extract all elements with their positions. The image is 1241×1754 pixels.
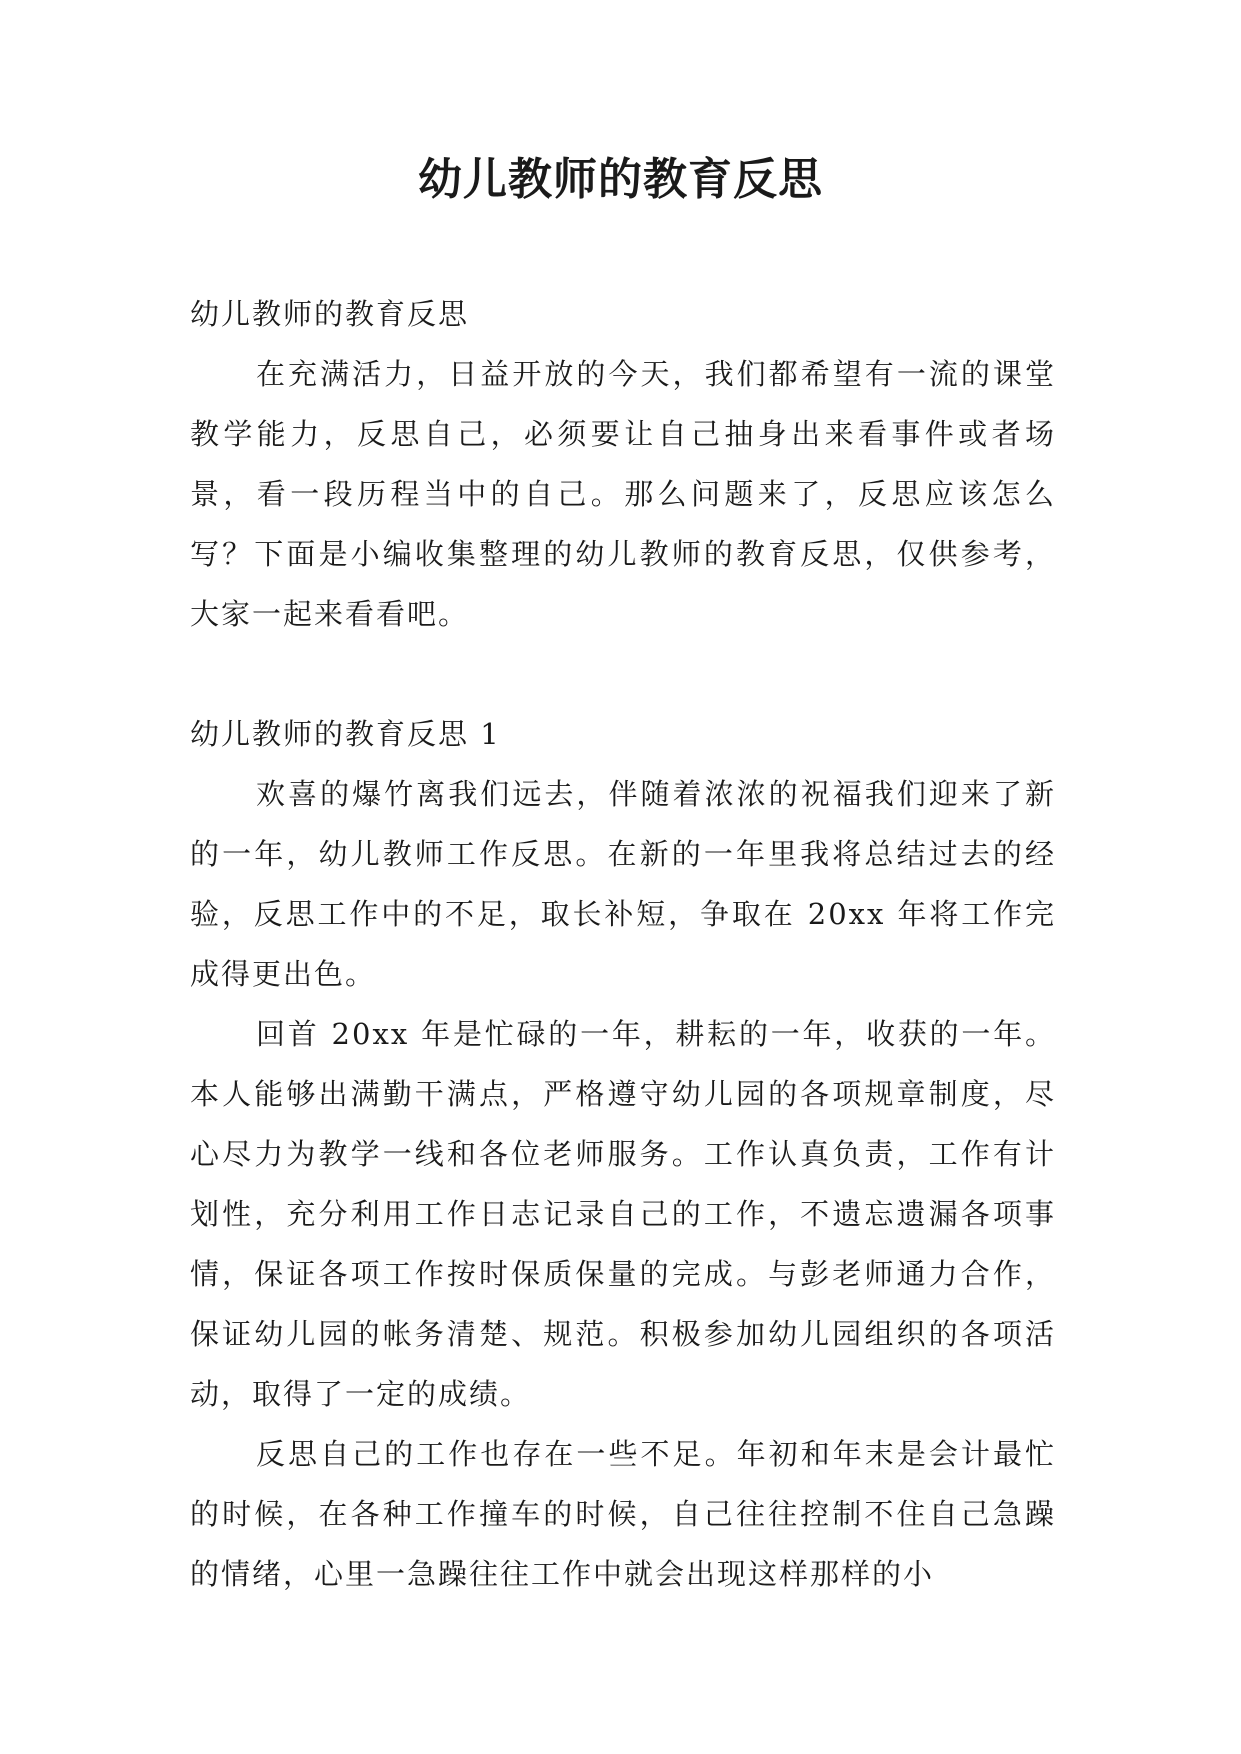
section-1-paragraph-1: 欢喜的爆竹离我们远去，伴随着浓浓的祝福我们迎来了新的一年，幼儿教师工作反思。在新的一年里我将总结过去的经验，反思工作中的不足，取长补短，争取在 20xx 年将工作完成得更出色。 bbox=[190, 777, 1056, 991]
section-1-heading: 幼儿教师的教育反思 1 bbox=[190, 717, 501, 751]
section-spacer bbox=[190, 644, 1056, 704]
document-body bbox=[190, 284, 1056, 1604]
section-1-paragraph-2: 回首 20xx 年是忙碌的一年，耕耘的一年，收获的一年。本人能够出满勤干满点，严格遵守幼儿园的各项规章制度，尽心尽力为教学一线和各位老师服务。工作认真负责，工作有计划性，充分利用工作日志记录自己的工作，不遗忘遗漏各项事情，保证各项工作按时保质保量的完成。与彭老师通力合作，保证幼儿园的帐务清楚、规范。积极参加幼儿园组织的各项活动，取得了一定的成绩。 bbox=[190, 1017, 1056, 1411]
document-title: 幼儿教师的教育反思 bbox=[418, 154, 823, 205]
section-1-paragraph-3: 反思自己的工作也存在一些不足。年初和年末是会计最忙的时候，在各种工作撞车的时候，自己往往控制不住自己急躁的情绪，心里一急躁往往工作中就会出现这样那样的小 bbox=[190, 1437, 1056, 1591]
intro-paragraph: 在充满活力，日益开放的今天，我们都希望有一流的课堂教学能力，反思自己，必须要让自己抽身出来看事件或者场景，看一段历程当中的自己。那么问题来了，反思应该怎么写？下面是小编收集整理的幼儿教师的教育反思，仅供参考，大家一起来看看吧。 bbox=[190, 357, 1056, 631]
intro-heading: 幼儿教师的教育反思 bbox=[190, 297, 470, 331]
